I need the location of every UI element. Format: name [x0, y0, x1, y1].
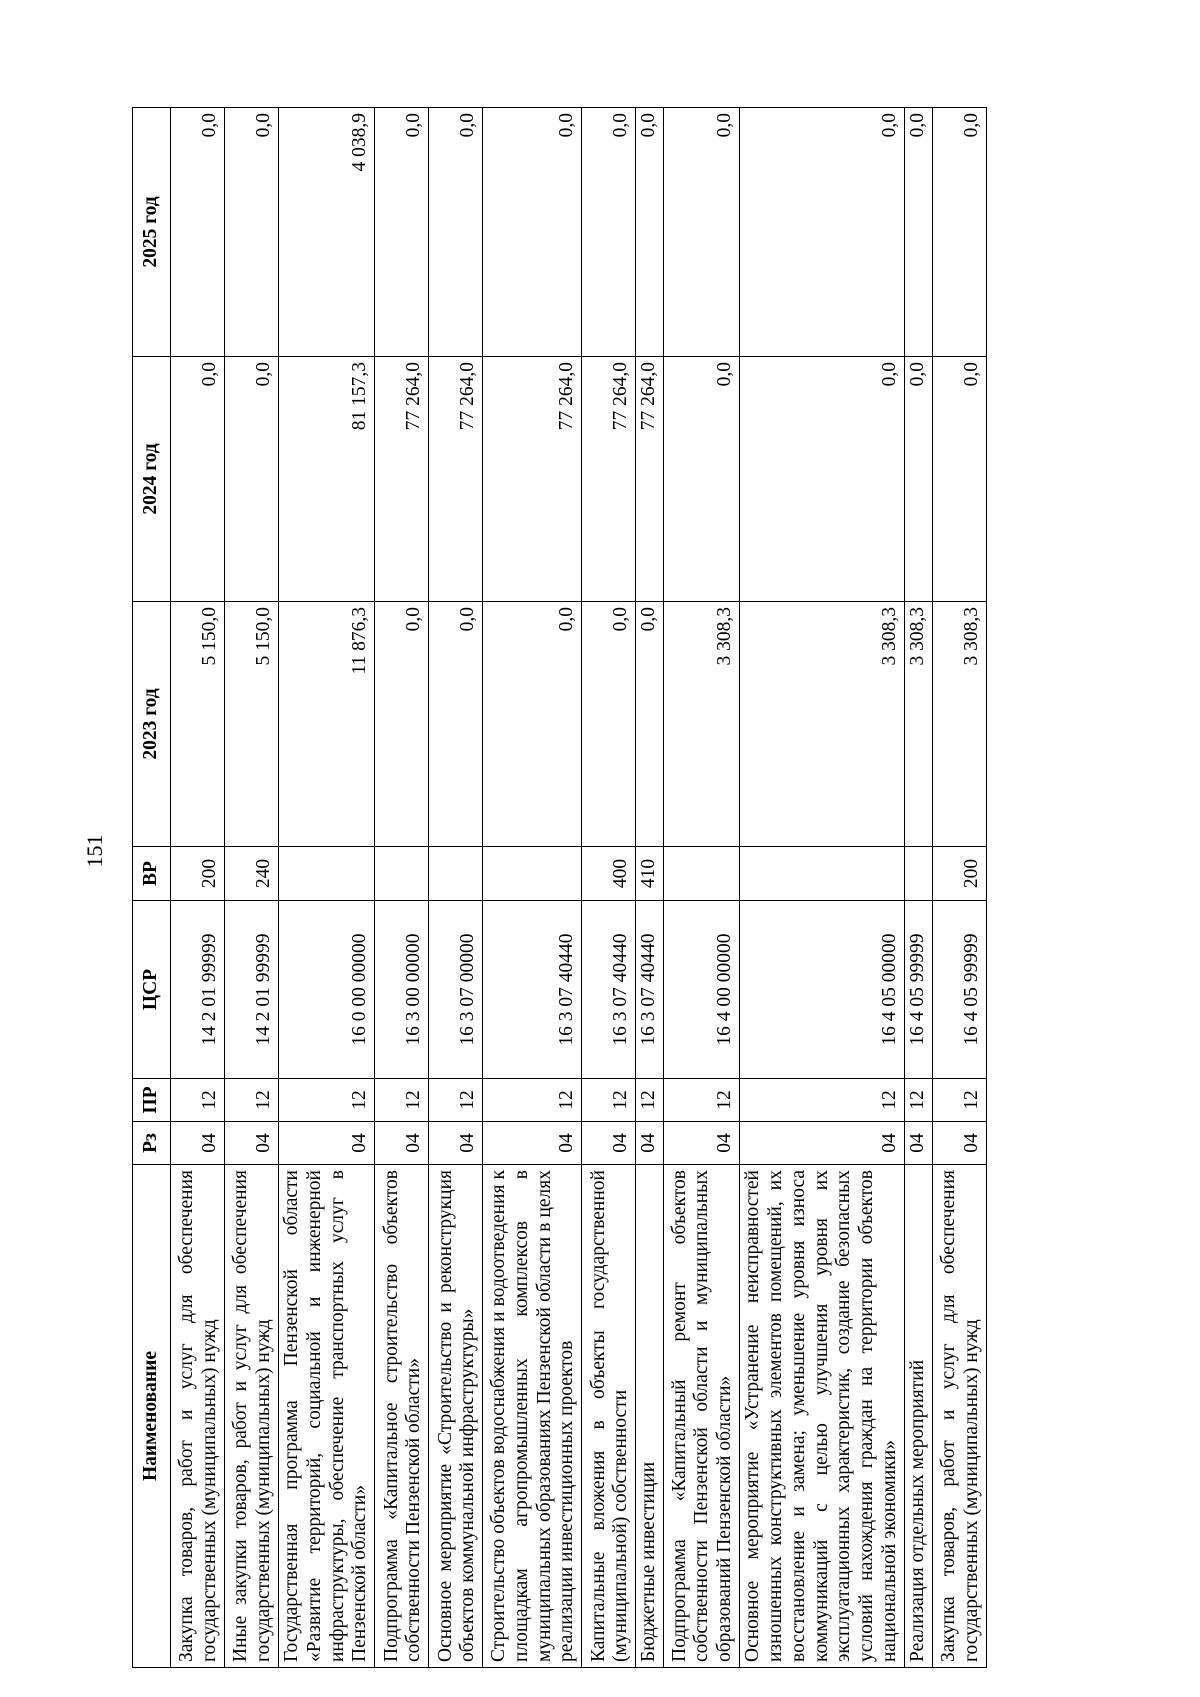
- row-2023: 0,0: [429, 602, 483, 847]
- row-rz: 04: [740, 1122, 905, 1165]
- budget-table: [132, 107, 987, 1668]
- row-2025: 4 038,9: [279, 108, 375, 357]
- table-row: [664, 108, 740, 1668]
- row-2024: 0,0: [171, 357, 225, 602]
- header-vr: ВР: [133, 847, 171, 901]
- row-name: Иные закупки товаров, работ и услуг для обеспечения государственных (муниципальных) нужд: [225, 1165, 279, 1668]
- row-pr: 12: [171, 1079, 225, 1122]
- row-rz: 04: [483, 1122, 582, 1165]
- row-pr: 12: [429, 1079, 483, 1122]
- row-2024: 0,0: [904, 357, 932, 602]
- row-rz: 04: [279, 1122, 375, 1165]
- row-rz: 04: [375, 1122, 429, 1165]
- row-2024: 0,0: [664, 357, 740, 602]
- row-csr: 16 0 00 00000: [279, 901, 375, 1079]
- row-2024: 81 157,3: [279, 357, 375, 602]
- table-row: [429, 108, 483, 1668]
- row-csr: 16 3 07 40440: [483, 901, 582, 1079]
- row-csr: 14 2 01 99999: [171, 901, 225, 1079]
- row-pr: 12: [932, 1079, 986, 1122]
- table-row: [171, 108, 225, 1668]
- table-row: [225, 108, 279, 1668]
- row-2025: 0,0: [225, 108, 279, 357]
- row-name: Подпрограмма «Капитальный ремонт объектов собственности Пензенской области и муниципальных образований Пензенской области»: [664, 1165, 740, 1668]
- row-vr: 240: [225, 847, 279, 901]
- row-2024: 77 264,0: [636, 357, 664, 602]
- row-csr: 16 3 07 40440: [636, 901, 664, 1079]
- table-row: [582, 108, 636, 1668]
- row-csr: 16 4 05 99999: [932, 901, 986, 1079]
- row-2025: 0,0: [932, 108, 986, 357]
- row-name: Закупка товаров, работ и услуг для обеспечения государственных (муниципальных) нужд: [932, 1165, 986, 1668]
- row-rz: 04: [429, 1122, 483, 1165]
- row-2025: 0,0: [483, 108, 582, 357]
- row-csr: 16 3 00 00000: [375, 901, 429, 1079]
- row-2024: 77 264,0: [375, 357, 429, 602]
- row-2025: 0,0: [740, 108, 905, 357]
- row-rz: 04: [636, 1122, 664, 1165]
- header-csr: ЦСР: [133, 901, 171, 1079]
- row-csr: 16 4 05 00000: [740, 901, 905, 1079]
- header-name: Наименование: [133, 1165, 171, 1668]
- row-name: Капитальные вложения в объекты государственной (муниципальной) собственности: [582, 1165, 636, 1668]
- row-pr: 12: [375, 1079, 429, 1122]
- row-vr: [429, 847, 483, 901]
- table-row: [375, 108, 429, 1668]
- row-vr: 400: [582, 847, 636, 901]
- row-pr: 12: [904, 1079, 932, 1122]
- row-2024: 0,0: [740, 357, 905, 602]
- header-2024: 2024 год: [133, 357, 171, 602]
- row-rz: 04: [225, 1122, 279, 1165]
- row-vr: [904, 847, 932, 901]
- row-csr: 16 4 00 00000: [664, 901, 740, 1079]
- table-row: [904, 108, 932, 1668]
- row-2023: 0,0: [375, 602, 429, 847]
- row-2023: 3 308,3: [664, 602, 740, 847]
- row-rz: 04: [664, 1122, 740, 1165]
- row-pr: 12: [225, 1079, 279, 1122]
- rotated-table-container: [132, 108, 1034, 1668]
- row-pr: 12: [582, 1079, 636, 1122]
- row-2025: 0,0: [429, 108, 483, 357]
- header-pr: ПР: [133, 1079, 171, 1122]
- row-2025: 0,0: [171, 108, 225, 357]
- row-name: Реализация отдельных мероприятий: [904, 1165, 932, 1668]
- row-2024: 77 264,0: [582, 357, 636, 602]
- row-name: Строительство объектов водоснабжения и водоотведения к площадкам агропромышленных комплексов в муниципальных образованиях Пензенской области в целях реализации инвестиционных проектов: [483, 1165, 582, 1668]
- row-2023: 0,0: [636, 602, 664, 847]
- row-pr: 12: [279, 1079, 375, 1122]
- row-2025: 0,0: [904, 108, 932, 357]
- header-2023: 2023 год: [133, 602, 171, 847]
- row-name: Основное мероприятие «Устранение неисправностей изношенных конструктивных элементов помещений, их восстановление и замена; уменьшение уровня износа коммуникаций с целью улучшения уровня их эксплуатационных характеристик, создание безопасных условий нахождения граждан на территории объектов национальной экономики»: [740, 1165, 905, 1668]
- row-2023: 0,0: [483, 602, 582, 847]
- row-vr: 200: [932, 847, 986, 901]
- header-2025: 2025 год: [133, 108, 171, 357]
- row-2023: 0,0: [582, 602, 636, 847]
- row-2023: 3 308,3: [932, 602, 986, 847]
- row-2024: 77 264,0: [429, 357, 483, 602]
- table-row: [740, 108, 905, 1668]
- row-vr: [740, 847, 905, 901]
- row-2023: 5 150,0: [225, 602, 279, 847]
- row-name: Подпрограмма «Капитальное строительство объектов собственности Пензенской области»: [375, 1165, 429, 1668]
- row-name: Закупка товаров, работ и услуг для обеспечения государственных (муниципальных) нужд: [171, 1165, 225, 1668]
- table-header-row: [133, 108, 171, 1668]
- page-number: 151: [82, 834, 107, 868]
- row-vr: 410: [636, 847, 664, 901]
- row-2023: 3 308,3: [740, 602, 905, 847]
- row-2025: 0,0: [636, 108, 664, 357]
- row-2025: 0,0: [664, 108, 740, 357]
- row-vr: [664, 847, 740, 901]
- row-2025: 0,0: [582, 108, 636, 357]
- row-vr: 200: [171, 847, 225, 901]
- table-row: [483, 108, 582, 1668]
- row-name: Основное мероприятие «Строительство и реконструкция объектов коммунальной инфраструктуры»: [429, 1165, 483, 1668]
- row-pr: 12: [636, 1079, 664, 1122]
- row-name: Государственная программа Пензенской области «Развитие территорий, социальной и инженерной инфраструктуры, обеспечение транспортных услуг в Пензенской области»: [279, 1165, 375, 1668]
- row-csr: 14 2 01 99999: [225, 901, 279, 1079]
- header-rz: Рз: [133, 1122, 171, 1165]
- row-name: Бюджетные инвестиции: [636, 1165, 664, 1668]
- row-2024: 0,0: [932, 357, 986, 602]
- table-row: [279, 108, 375, 1668]
- row-2023: 11 876,3: [279, 602, 375, 847]
- row-2023: 5 150,0: [171, 602, 225, 847]
- row-vr: [375, 847, 429, 901]
- row-2025: 0,0: [375, 108, 429, 357]
- table-row: [636, 108, 664, 1668]
- row-rz: 04: [932, 1122, 986, 1165]
- row-2024: 0,0: [225, 357, 279, 602]
- row-vr: [279, 847, 375, 901]
- row-pr: 12: [664, 1079, 740, 1122]
- table-row: [932, 108, 986, 1668]
- row-rz: 04: [171, 1122, 225, 1165]
- row-csr: 16 3 07 00000: [429, 901, 483, 1079]
- row-2023: 3 308,3: [904, 602, 932, 847]
- row-pr: 12: [740, 1079, 905, 1122]
- row-csr: 16 4 05 99999: [904, 901, 932, 1079]
- row-pr: 12: [483, 1079, 582, 1122]
- row-2024: 77 264,0: [483, 357, 582, 602]
- row-rz: 04: [582, 1122, 636, 1165]
- row-rz: 04: [904, 1122, 932, 1165]
- row-csr: 16 3 07 40440: [582, 901, 636, 1079]
- row-vr: [483, 847, 582, 901]
